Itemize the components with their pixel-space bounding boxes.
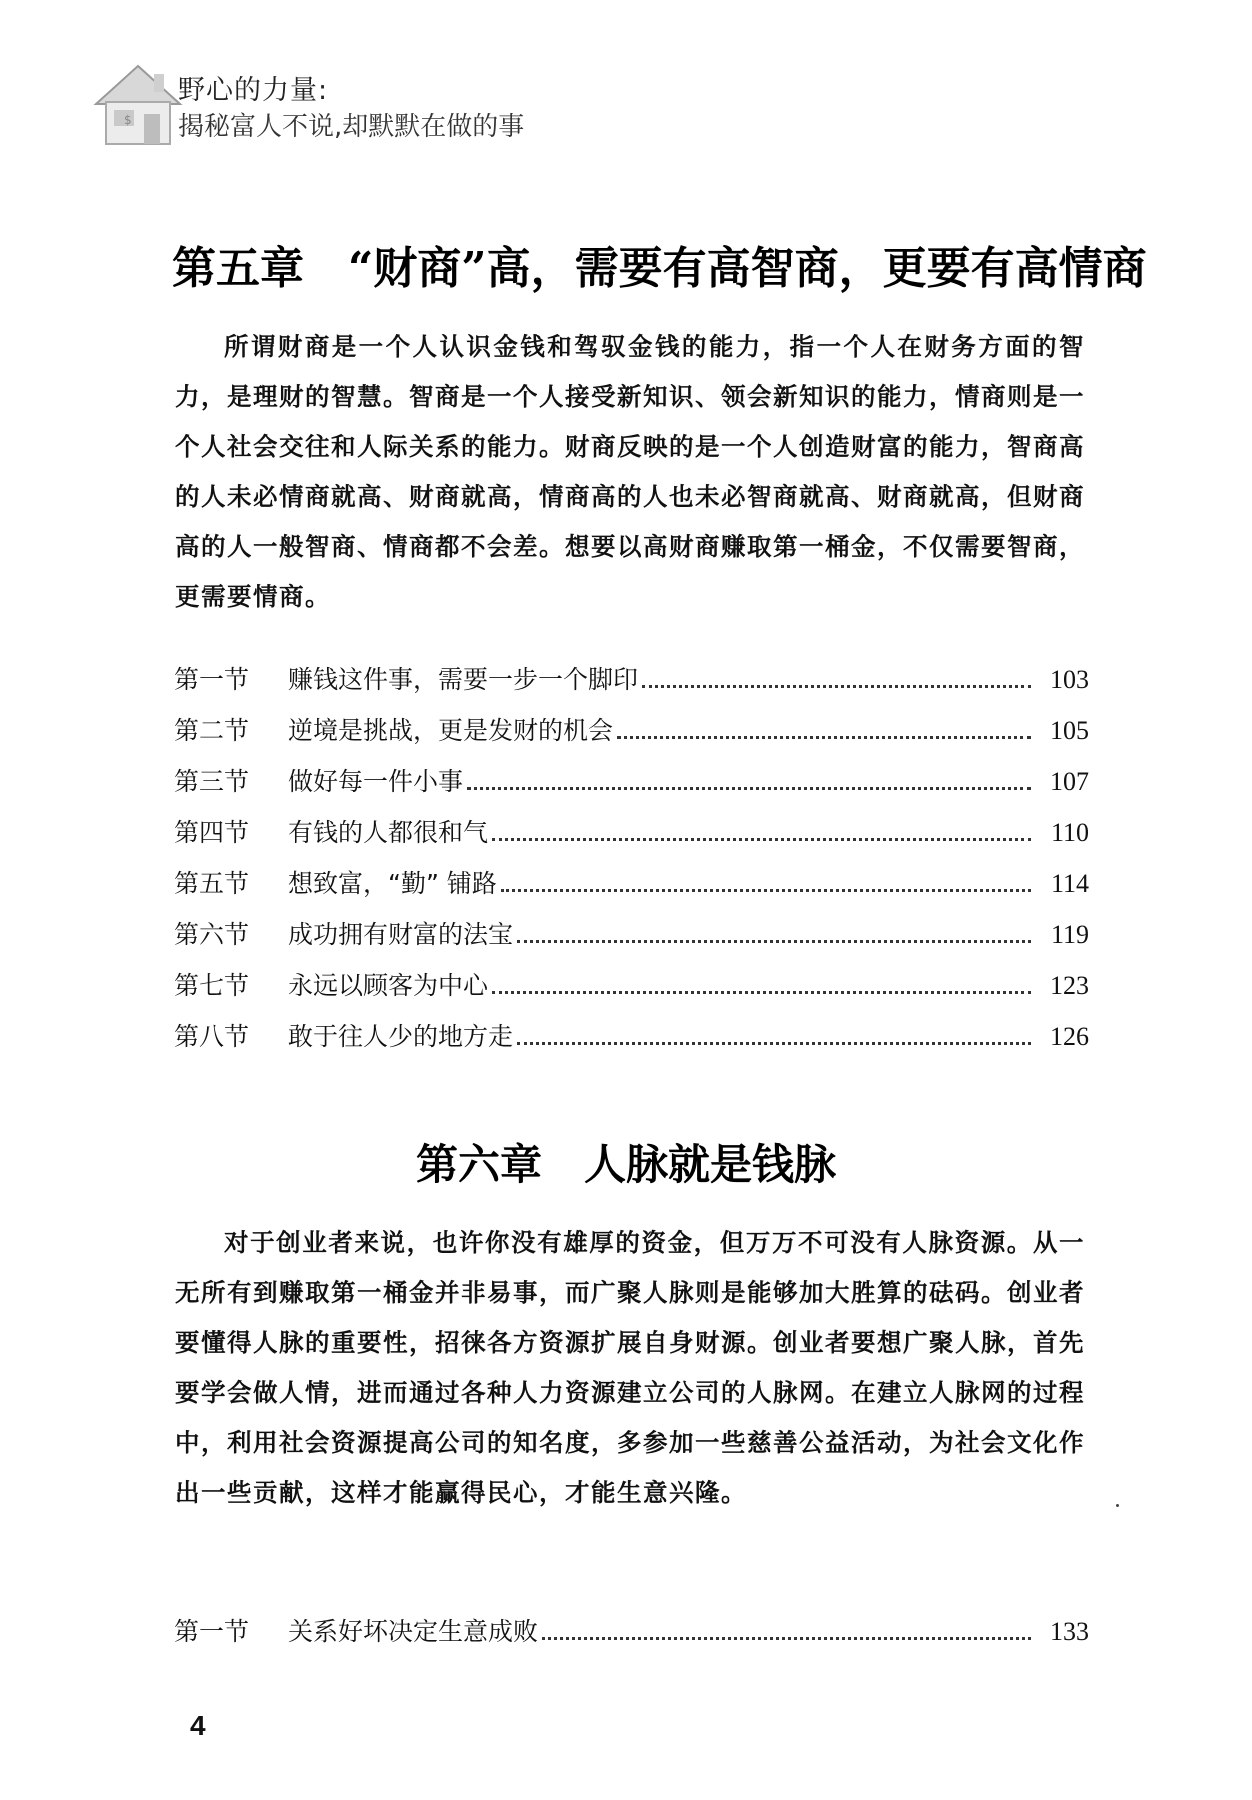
toc-entry[interactable] [174, 1612, 1089, 1663]
chapter-6-toc [174, 1612, 1089, 1663]
section-number: 第二节 [174, 716, 250, 745]
dot-leader [517, 1041, 1031, 1045]
dot-leader [617, 735, 1031, 739]
section-page: 119 [1050, 920, 1089, 949]
svg-text:$: $ [124, 113, 132, 127]
running-header [86, 44, 606, 164]
chapter-5-title: 第五章 “财商”高，需要有高智商，更要有高情商 [172, 243, 1147, 294]
section-title: 逆境是挑战，更是发财的机会 [288, 716, 614, 745]
toc-entry[interactable] [174, 864, 1089, 915]
toc-entry[interactable] [174, 711, 1089, 762]
toc-entry[interactable] [174, 660, 1089, 711]
section-number: 第一节 [174, 665, 250, 694]
section-title: 想致富，“勤” 铺路 [288, 869, 497, 898]
toc-entry[interactable] [174, 966, 1089, 1017]
dot-leader [467, 786, 1031, 790]
section-number: 第一节 [174, 1617, 250, 1646]
toc-entry[interactable] [174, 1017, 1089, 1068]
section-page: 103 [1050, 665, 1089, 694]
dot-leader [642, 684, 1031, 688]
dot-leader [501, 888, 1031, 892]
section-page: 123 [1050, 971, 1089, 1000]
section-page: 126 [1050, 1022, 1089, 1051]
dot-leader [492, 990, 1031, 994]
section-title: 有钱的人都很和气 [288, 818, 489, 847]
toc-entry[interactable] [174, 915, 1089, 966]
house-money-icon [86, 52, 190, 152]
section-page: 105 [1050, 716, 1089, 745]
section-title: 永远以顾客为中心 [288, 971, 489, 1000]
chapter-6-intro: 对于创业者来说，也许你没有雄厚的资金，但万万不可没有人脉资源。从一无所有到赚取第一桶金并非易事，而广聚人脉则是能够加大胜算的砝码。创业者要懂得人脉的重要性，招徕各方资源扩展自身财源。创业者要想广聚人脉，首先要学会做人情，进而通过各种人力资源建立公司的人脉网。在建立人脉网的过程中，利用社会资源提高公司的知名度，多参加一些慈善公益活动，为社会文化作出一些贡献，这样才能赢得民心，才能生意兴隆。 [175, 1228, 1085, 1507]
toc-entry[interactable] [174, 762, 1089, 813]
chapter-5-intro: 所谓财商是一个人认识金钱和驾驭金钱的能力，指一个人在财务方面的智力，是理财的智慧。智商是一个人接受新知识、领会新知识的能力，情商则是一个人社会交往和人际关系的能力。财商反映的是一个人创造财富的能力，智商高的人未必情商就高、财商就高，情商高的人也未必智商就高、财商就高，但财商高的人一般智商、情商都不会差。想要以高财商赚取第一桶金，不仅需要智商，更需要情商。 [175, 332, 1085, 611]
book-subtitle: 揭秘富人不说,却默默在做的事 [178, 112, 525, 142]
section-title: 做好每一件小事 [288, 767, 464, 796]
section-number: 第三节 [174, 767, 250, 796]
print-speck [1116, 1504, 1119, 1507]
dot-leader [542, 1636, 1031, 1640]
section-number: 第七节 [174, 971, 250, 1000]
page-number: 4 [190, 1710, 206, 1741]
section-title: 关系好坏决定生意成败 [288, 1617, 539, 1646]
section-page: 133 [1050, 1617, 1089, 1646]
section-title: 赚钱这件事，需要一步一个脚印 [288, 665, 639, 694]
chapter-5-toc [174, 660, 1089, 1068]
book-title: 野心的力量: [178, 75, 329, 106]
section-number: 第六节 [174, 920, 250, 949]
section-page: 114 [1050, 869, 1089, 898]
toc-entry[interactable] [174, 813, 1089, 864]
dot-leader [492, 837, 1031, 841]
section-number: 第八节 [174, 1022, 250, 1051]
section-number: 第五节 [174, 869, 250, 898]
chapter-6-title: 第六章 人脉就是钱脉 [415, 1140, 836, 1189]
dot-leader [517, 939, 1031, 943]
section-title: 敢于往人少的地方走 [288, 1022, 514, 1051]
section-number: 第四节 [174, 818, 250, 847]
section-page: 110 [1050, 818, 1089, 847]
section-title: 成功拥有财富的法宝 [288, 920, 514, 949]
section-page: 107 [1050, 767, 1089, 796]
